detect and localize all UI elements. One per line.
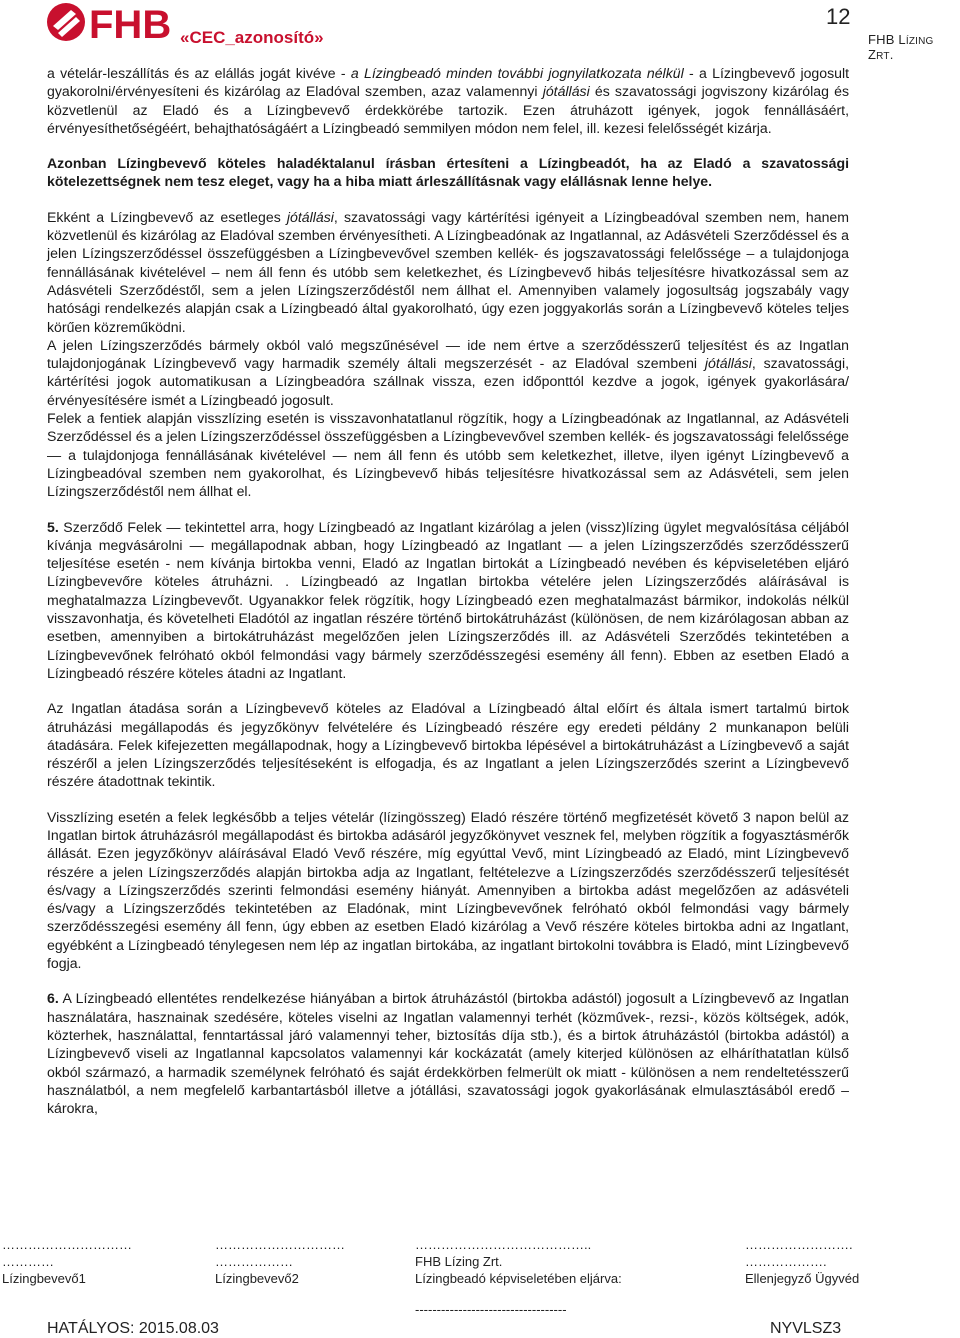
paragraph-section-5: 5. Szerződő Felek — tekintettel arra, hogy Lízingbeadó az Ingatlant kizárólag a jelen (vissz)lízing ügylet megvalósítása céljából kívánja megvásárolni — megállapodnak abban, hogy Lízingbeadó az Ingatlant — a jelen Lízingszerződés szerződésszerű teljesítése esetén - nem kívánja birtokba venni, Eladó az Ingatlan birtokát a Lízingbeadó nevében és képviseletében eljáró Lízingbevevőre köteles átruházni. . Lízingbeadó az Ingatlan birtokba vételére jelen Lízingszerződés aláírásával is meghatalmazza Lízingbevevőt. Ugyanakkor felek rögzítik, hogy Lízingbeadó ezen meghatalmazást bármikor, indokolás nélkül visszavonhatja, és követelheti Eladótól az ingatlan részére történő birtokátruházást (különösen, de nem kizárólagosan abban az esetben, amennyiben a birtokátruházást megelőzően jelen Lízingszerződés ill. az Adásvételi Szerződés tekintetében a Lízingbevevőnek felróható okból felmondási vagy bármely szerződésszegési esemény áll fenn). Ebben az esetben Eladó a Lízingbeadó részére köteles átadni az Ingatlant. bbox=[47, 518, 849, 681]
company-name: FHB LÍZING ZRT. bbox=[868, 32, 934, 62]
paragraph-2: Azonban Lízingbevevő köteles haladéktalanul írásban értesíteni a Lízingbeadót, ha az Eladó a szavatossági kötelezettségnek nem tesz eleget, vagy ha a hiba miatt árleszállításnak vagy elállásnak lenne helye. bbox=[47, 155, 849, 190]
paragraph-4: A jelen Lízingszerződés bármely okból való megszűnésével — ide nem értve a szerződésszerű teljesítést és az Ingatlan tulajdonjogának Lízingbevevő vagy harmadik személy általi megszerzését - az Eladóval szembeni jótállási, szavatossági, kártérítési jogok automatikusan a Lízingbeadóra szállnak vissza, ezen időponttól kezdve a jogok, igények gyakorlására/érvényesítésére ismét a Lízingbeadó jogosult. bbox=[47, 336, 849, 408]
signature-lessor: ………………………………….. FHB Lízing Zrt. Lízingbeadó képviseletében eljárva: ----------------------------------- bbox=[415, 1237, 622, 1317]
cec-identifier: «CEC_azonosító» bbox=[180, 28, 324, 47]
signature-lessee-2: ………………………… ……………… Lízingbevevő2 bbox=[215, 1237, 345, 1286]
paragraph-8: Visszlízing esetén a felek legkésőbb a teljes vételár (lízingösszeg) Eladó részére történő megfizetését követő 3 napon belül az Ingatlan birtok átruházásról megállapodást és birtokba adásáról jegyzőkönyvet vesznek fel, melyben rögzítik a fogyasztásmérők állását. Ezen jegyzőkönyv aláírásával Eladó Vevő részére, míg egyúttal Vevő, mint Lízingbeadó az Eladó, mint Lízingbevevő részére a jelen Lízingszerződés alapján birtokba adja az Ingatlant, feltételezve a Lízingszerződés szerződésszerű teljesítését és/vagy a Lízingszerződés szerinti felmondási esemény hiányát. Amennyiben a birtokba adást megelőzően az adásvételi és/vagy a Lízingszerződés tekintetében az Eladónak, mint Lízingbevevőnek felróható okból felmondási vagy bármely szerződésszegési esemény áll fenn, úgy ebben az esetben Eladó kizárólag a Vevő részére köteles birtokba adni az Ingatlant, egyébként a Lízingbeadó ténylegesen nem lép az ingatlan birtokába, az ingatlant birtokolni továbbra is Eladó, mint Lízingbevevő fogja. bbox=[47, 808, 849, 972]
document-body bbox=[47, 64, 849, 1134]
fhb-logo-icon bbox=[47, 2, 177, 44]
paragraph-7: Az Ingatlan átadása során a Lízingbevevő köteles az Eladóval a Lízingbeadó által előírt és általa ismert tartalmú birtok átruházási megállapodás és jegyzőkönyv felvételére és Lízingbeadó részére egy eredeti példány 2 munkanapon belüli átadására. Felek kifejezetten megállapodnak, hogy a Lízingbevevő birtokba lépésével a birtokátruházást a Lízingbevevő a saját részéről a jelen Lízingszerződés teljesítéseként is elfogadja, és az Ingatlant a jelen Lízingszerződés szerint a Lízingbevevő részére átadottnak tekintik. bbox=[47, 700, 849, 790]
paragraph-5: Felek a fentiek alapján visszlízing esetén is visszavonhatatlanul rögzítik, hogy a Lízingbeadónak az Ingatlannal, az Adásvételi Szerződéssel és a jelen Lízingszerződéssel összefüggésben a Lízingbevevővel szemben kellék- és jogszavatossági felelőssége — a tulajdonjoga fennállásának kivételével — nem áll fenn és utóbb sem keletkezhet, illetve, ilyen igényt Lízingbevevő a Lízingbeadóval szemben nem gyakorolhat, és Lízingbevevő hibás teljesítésre hivatkozással sem az Adásvételi, sem jelen Lízingszerződéstől nem állhat el. bbox=[47, 410, 849, 500]
page-number: 12 bbox=[826, 4, 851, 29]
signature-lawyer: ……………………. ………………. Ellenjegyző Ügyvéd bbox=[745, 1237, 860, 1286]
logo-text: FHB bbox=[89, 3, 172, 44]
signature-lessee-1: ………………………… ………… Lízingbevevő1 bbox=[2, 1237, 132, 1286]
page-header bbox=[0, 0, 960, 62]
paragraph-section-6: 6. A Lízingbeadó ellentétes rendelkezése hiányában a birtok átruházástól (birtokba adástól) jogosult a Lízingbevevő az Ingatlan használatára, hasznainak szedésére, köteles viselni az Ingatlan valamennyi terhét (közművek-, rezsi-, közös költségek, adók, közterhek, használattal, fenntartással járó valamennyi teher, biztosítás díja stb.), és a birtok átruházástól (birtokba adástól) a Lízingbevevő viseli az Ingatlannal kapcsolatos valamennyi kár kockázatát (amely kiterjed különösen az elháríthatatlan külső okból származó, a harmadik személynek felróható és saját érdekkörben felmerült ok miatt - különösen a nem rendeltetésszerű használatból, a nem megfelelő karbantartásból illetve a jótállási, szavatossági jogok gyakorlásának elmulasztásából eredő – károkra, bbox=[47, 990, 849, 1117]
footer-effective-date: HATÁLYOS: 2015.08.03 bbox=[47, 1320, 219, 1337]
paragraph-1: a vételár-leszállítás és az elállás jogát kivéve - a Lízingbeadó minden további jognyilatkozata nélkül - a Lízingbevevő jogosult gyakorolni/érvényesíteni és kizárólag az Eladóval szemben, azaz valamennyi jótállási és szavatossági jogviszony kizárólag és közvetlenül az Eladó és a Lízingbevevő érdekkörébe tartozik. Ezen átruházott igények, jogok fennállásáért, érvényesíthetőségéért, behajthatóságáért a Lízingbeadó semmilyen módon nem felel, ill. kezesi felelősségét kizárja. bbox=[47, 65, 850, 136]
footer-form-code: NYVLSZ3 bbox=[770, 1320, 842, 1337]
paragraph-3: Ekként a Lízingbevevő az esetleges jótállási, szavatossági vagy kártérítési igényeit a Lízingbeadóval szemben nem, hanem közvetlenül és kizárólag az Eladóval szemben érvényesítheti. A Lízingbeadónak az Ingatlannal, az Adásvételi Szerződéssel és a jelen Lízingszerződéssel összefüggésben a Lízingbevevővel szemben kellék- és jogszavatossági felelőssége – a tulajdonjoga fennállásának kivételével – nem áll fenn és utóbb sem keletkezhet, és Lízingbevevő hibás teljesítésre hivatkozással sem az Adásvételi Szerződéstől, sem a jelen Lízingszerződéstől nem állhat el. Amennyiben valamely jogosultság jogszabály vagy hatósági rendelkezés alapján csak a Lízingbeadó által gyakorolható, úgy ezen joggyakorlás során a Lízingbevevő köteles teljes körűen közreműködni. bbox=[47, 208, 850, 335]
